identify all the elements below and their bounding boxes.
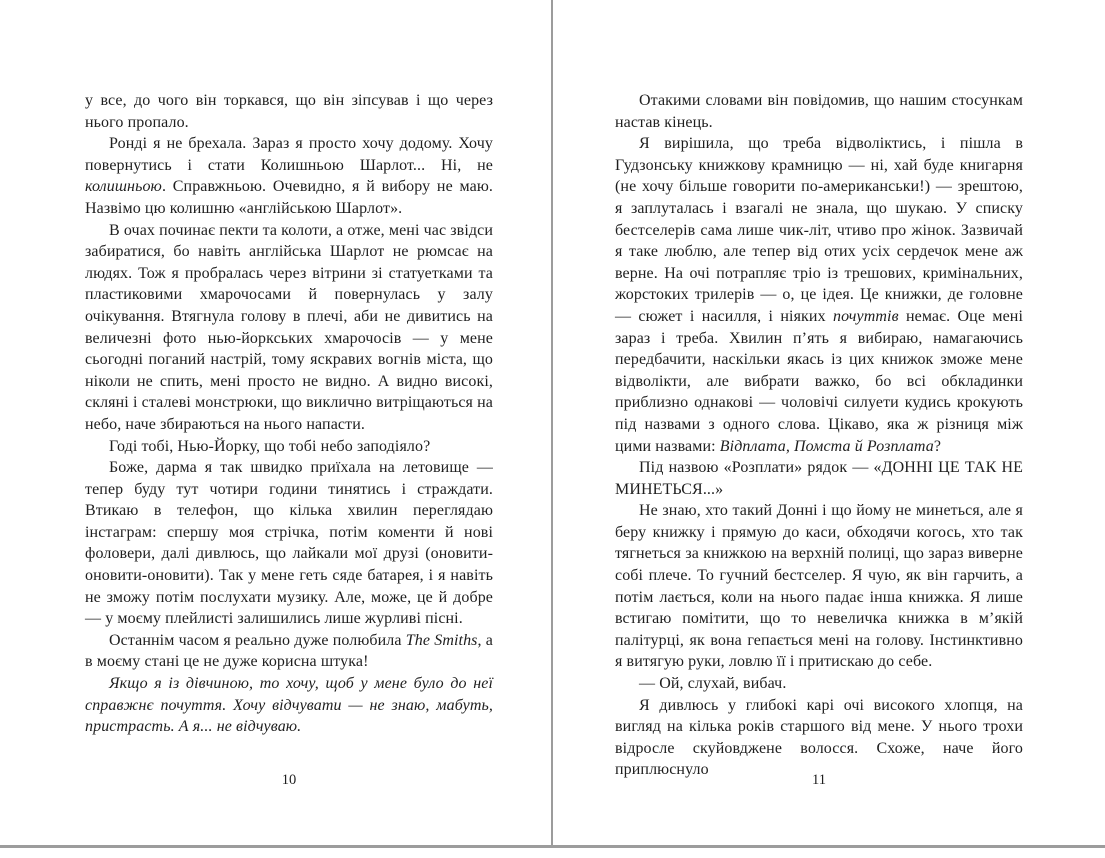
page-left: [0, 0, 552, 845]
paragraph: [615, 90, 1023, 133]
text-run: Останнім часом я реально дуже полюбила: [109, 631, 406, 649]
italic-text-run: почуттів: [833, 307, 899, 325]
page-right-number: 11: [812, 772, 826, 788]
paragraph: [85, 673, 493, 738]
paragraph: [615, 673, 1023, 695]
text-run: Боже, дарма я так швидко приїхала на летовище — тепер буду тут чотири години тинятись і страждати. Втикаю в телефон, що кілька хвилин переглядаю інстаграм: спершу моя стрічка, потім коменти й нові фоловери, далі дивлюсь, що лайкали мої друзі (оновити-оновити-оновити). Так у мене геть сяде батарея, і я навіть не зможу потім послухати музику. Але, може, це й добре — у моєму плейлисті залишились лише журливі пісні.: [85, 459, 493, 628]
page-left-number: 10: [281, 772, 297, 788]
italic-text-run: колишньою: [85, 178, 162, 196]
text-run: Не знаю, хто такий Донні і що йому не минеться, але я беру книжку і прямую до каси, обходячи когось, хто так тягнеться за книжкою на верхній полиці, що зараз виверне собі плече. То гучний бестселер. Я чую, як він гарчить, а потім лається, коли на нього падає інша книжка. Я лише встигаю помітити, що то невеличка книжка в м’якій палітурці, як вона гепається мені на голову. Інстинктивно я витягую руки, ловлю її і притискаю до себе.: [615, 502, 1023, 671]
text-run: немає. Оце мені зараз і треба. Хвилин п’ять я вибираю, намагаючись передбачити, наскільки якась із цих книжок зможе мене відволікти, але вибрати важко, бо всі обкладинки приблизно однакові — чоловічі силуети кудись крокують під назвами з одного слова. Цікаво, яка ж різниця між цими назвами:: [615, 307, 1023, 455]
paragraph: [85, 220, 493, 436]
paragraph: [85, 133, 493, 219]
text-run: Отакими словами він повідомив, що нашим стосункам настав кінець.: [615, 92, 1023, 131]
italic-text-run: Якщо я із дівчиною, то хочу, щоб у мене було до неї справжнє почуття. Хочу відчувати — не знаю, мабуть, пристрасть. А я... не відчуваю.: [85, 675, 493, 736]
page-right: [553, 0, 1105, 845]
paragraph: [85, 630, 493, 673]
text-run: — Ой, слухай, вибач.: [639, 675, 787, 693]
paragraph: [615, 500, 1023, 673]
page-left-text: [85, 90, 493, 738]
paragraph: [85, 436, 493, 458]
paragraph: [615, 695, 1023, 781]
text-run: ?: [933, 437, 942, 455]
paragraph: [615, 457, 1023, 500]
text-run: Я дивлюсь у глибокі карі очі високого хлопця, на вигляд на кілька років старшого від мене. У нього трохи відросле скуйовджене волосся. Схоже, наче його приплюснуло: [615, 696, 1023, 779]
text-run: у все, до чого він торкався, що він зіпсував і що через нього пропало.: [85, 92, 493, 131]
italic-text-run: Відплата, Помста й Розплата: [719, 437, 934, 455]
text-run: Під назвою «Розплати» рядок — «ДОННІ ЦЕ ТАК НЕ МИНЕТЬСЯ...»: [615, 459, 1023, 498]
paragraph: [615, 133, 1023, 457]
text-run: , а в моєму стані це не дуже корисна штука!: [85, 631, 493, 671]
paragraph: [85, 90, 493, 133]
italic-text-run: The Smiths: [405, 631, 478, 649]
text-run: Ронді я не брехала. Зараз я просто хочу додому. Хочу повернутись і стати Колишньою Шарлот... Ні, не: [85, 135, 493, 174]
page-right-text: [615, 90, 1023, 781]
text-run: В очах починає пекти та колоти, а отже, мені час звідси забиратися, бо навіть англійська Шарлот не рюмсає на людях. Тож я пробралась через вітрини зі статуетками та пластиковими хмарочосами й повернулась у залу очікування. Втягнула голову в плечі, аби не дивитись на величезні фото нью-йоркських хмарочосів — у мене сьогодні поганий настрій, тому яскравих вогнів міста, що ніколи не спить, мені просто не видно. А видно високі, скляні і сталеві монстрюки, що виклично витріщаються на небо, наче збираються на нього напасти.: [85, 221, 493, 433]
text-run: Я вирішила, що треба відволіктись, і пішла в Гудзонську книжкову крамницю — ні, хай буде книгарня (не хочу більше говорити по-американськи!) — зрештою, я заплуталась і взагалі не знала, що шукаю. У списку бестселерів сама лише чик-літ, чтиво про жінок. Зазвичай я таке люблю, але тепер від отих усіх сердечок мене аж верне. На очі потрапляє тріо із трешових, кримінальних, жорстоких трилерів — о, це ідея. Це книжки, де головне — сюжет і насилля, і ніяких: [615, 135, 1023, 325]
bottom-rule: [0, 845, 1105, 848]
text-run: Годі тобі, Нью-Йорку, що тобі небо заподіяло?: [109, 437, 431, 455]
text-run: . Справжньою. Очевидно, я й вибору не маю. Назвімо цю колишню «англійською Шарлот».: [85, 178, 493, 217]
paragraph: [85, 457, 493, 630]
